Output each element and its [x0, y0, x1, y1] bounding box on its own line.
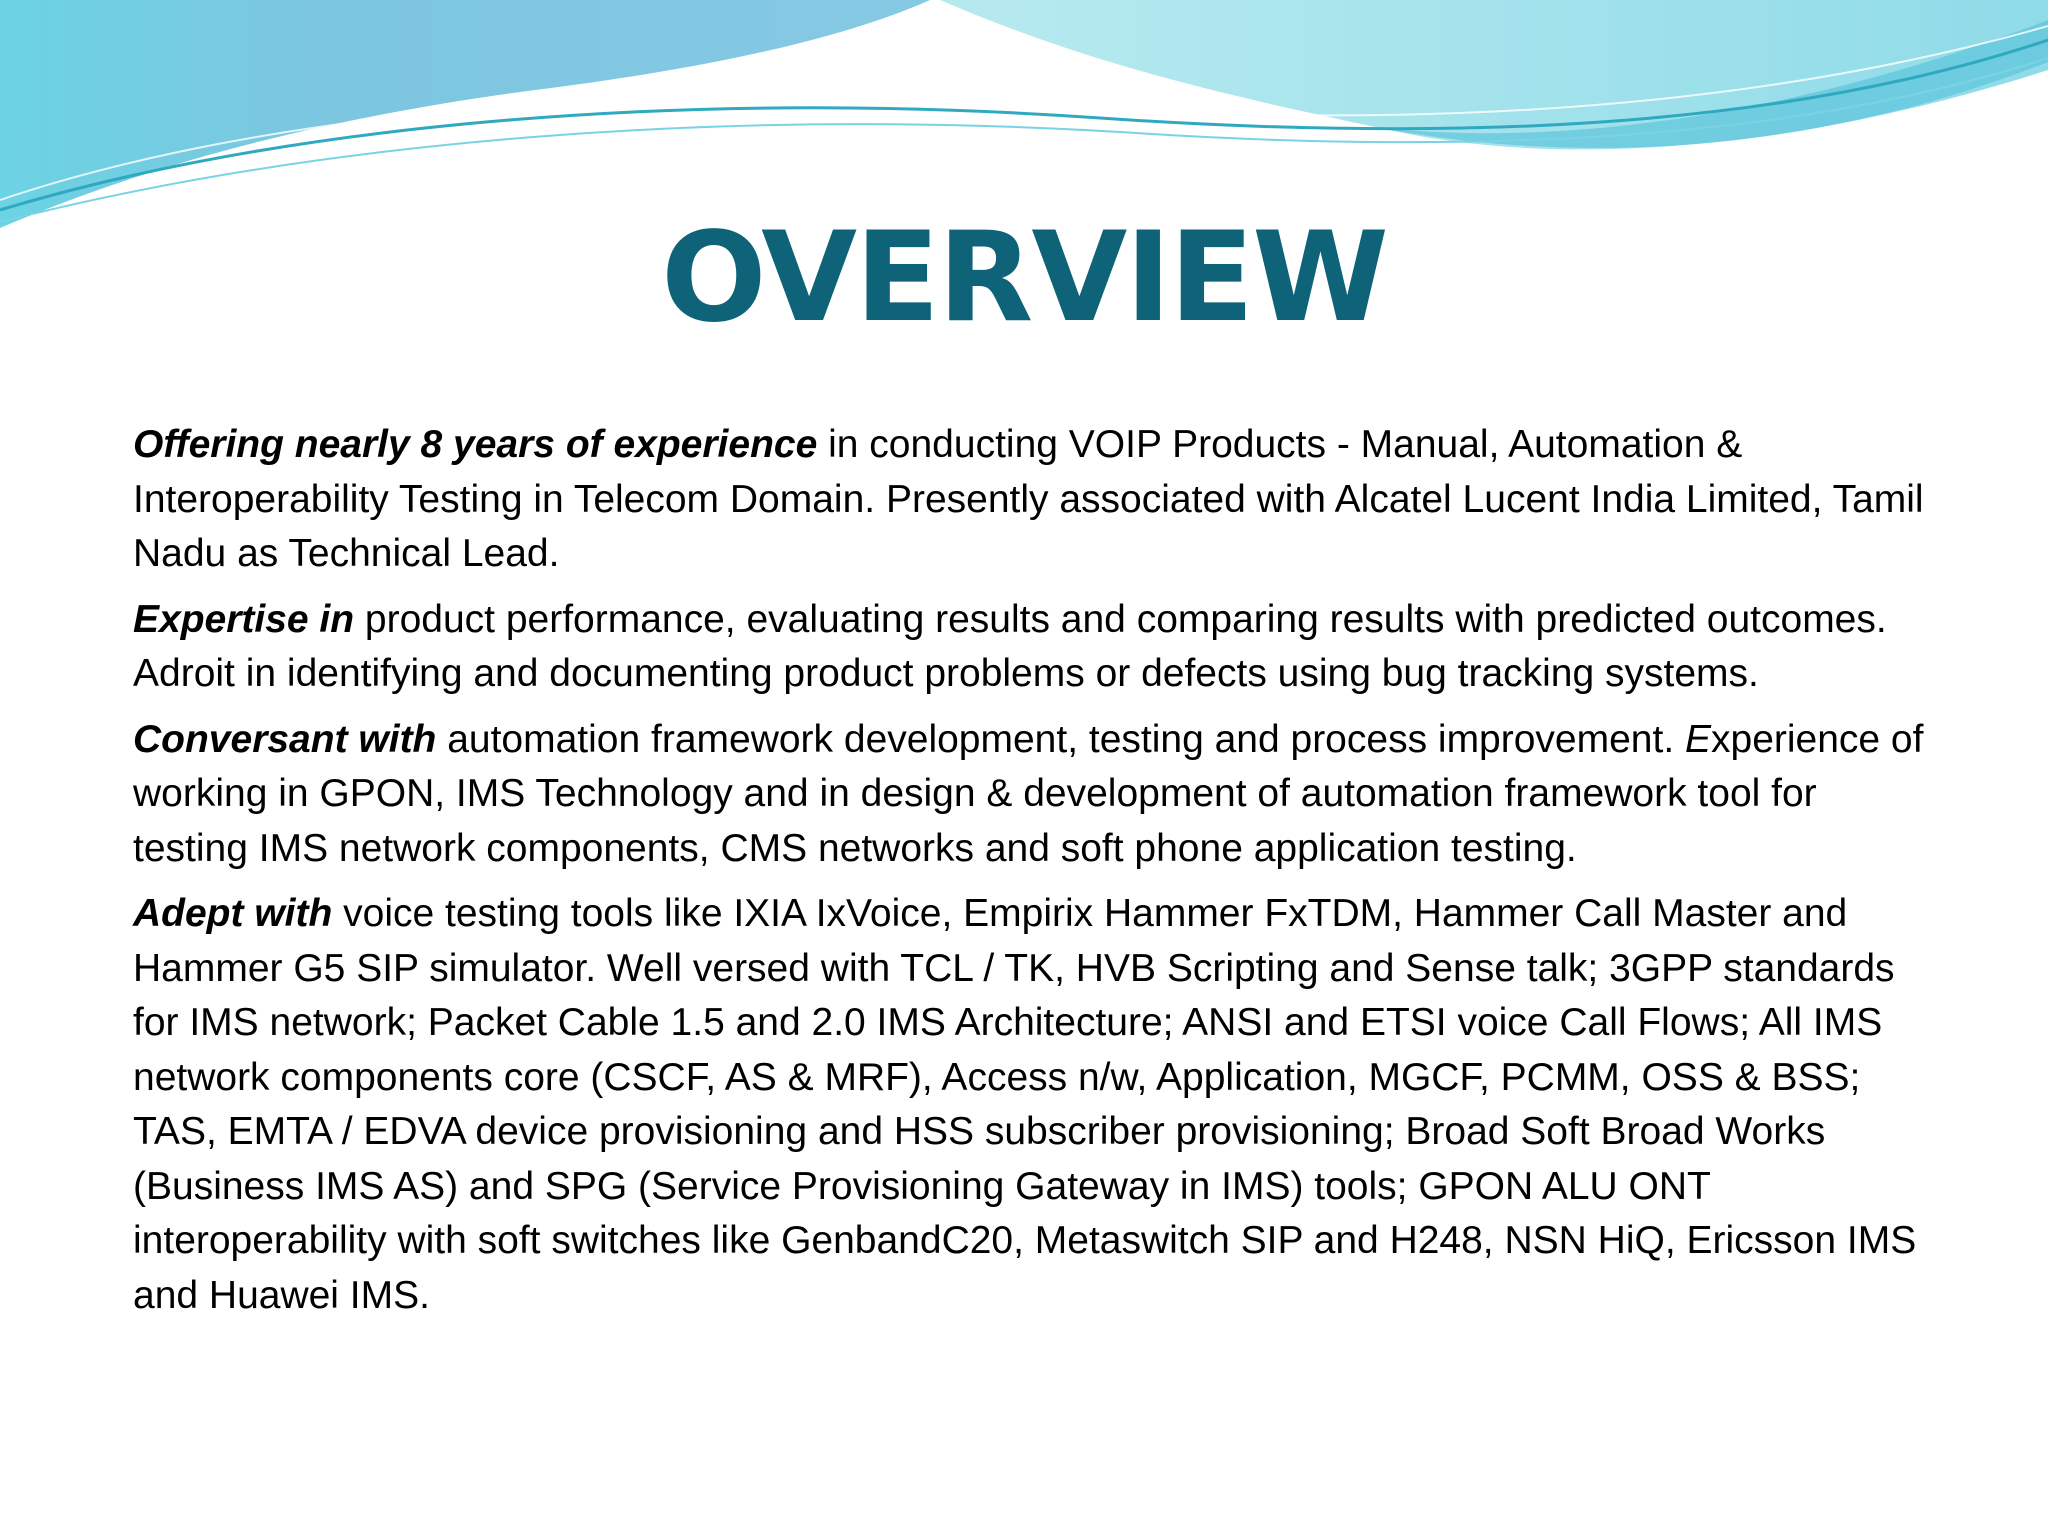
overview-paragraph [133, 418, 1933, 582]
paragraph-text: E [1684, 717, 1711, 761]
paragraph-lead: Adept with [133, 892, 333, 935]
paragraph-text: xperience of working in GPON, IMS Technology and in design & development of automation framework tool for testing IMS network components, CMS networks and soft phone application testing. [133, 717, 1924, 870]
overview-body [133, 418, 1933, 1334]
overview-paragraph [133, 593, 1933, 702]
paragraph-text: product performance, evaluating results and comparing results with predicted outcomes. Adroit in identifying and documenting product problems or defects using bug tracking systems. [133, 597, 1887, 695]
overview-paragraph [133, 713, 1933, 877]
paragraph-lead: Offering nearly 8 years of experience [133, 423, 818, 466]
paragraph-text: voice testing tools like IXIA IxVoice, Empirix Hammer FxTDM, Hammer Call Master and Hammer G5 SIP simulator. Well versed with TCL / TK, HVB Scripting and Sense talk; 3GPP standards for IMS network; Packet Cable 1.5 and 2.0 IMS Architecture; ANSI and ETSI voice Call Flows; All IMS network components core (CSCF, AS & MRF), Access n/w, Application, MGCF, PCMM, OSS & BSS; TAS, EMTA / EDVA device provisioning and HSS subscriber provisioning; Broad Soft Broad Works (Business IMS AS) and SPG (Service Provisioning Gateway in IMS) tools; GPON ALU ONT interoperability with soft switches like GenbandC20, Metaswitch SIP and H248, NSN HiQ, Ericsson IMS and Huawei IMS. [133, 892, 1917, 1317]
paragraph-lead: Expertise in [133, 597, 355, 641]
paragraph-text: in conducting VOIP Products - Manual, Automation & Interoperability Testing in Telecom Domain. Presently associated with Alcatel Lucent India Limited, Tamil Nadu as Technical Lead. [133, 423, 1924, 575]
paragraph-lead: Conversant with [133, 717, 437, 761]
decorative-wave-banner [0, 0, 2048, 240]
paragraph-text: automation framework development, testing and process improvement. [436, 717, 1685, 761]
slide-title: OVERVIEW [661, 206, 1387, 350]
wave-band-left [0, 0, 930, 228]
overview-paragraph [133, 887, 1933, 1323]
